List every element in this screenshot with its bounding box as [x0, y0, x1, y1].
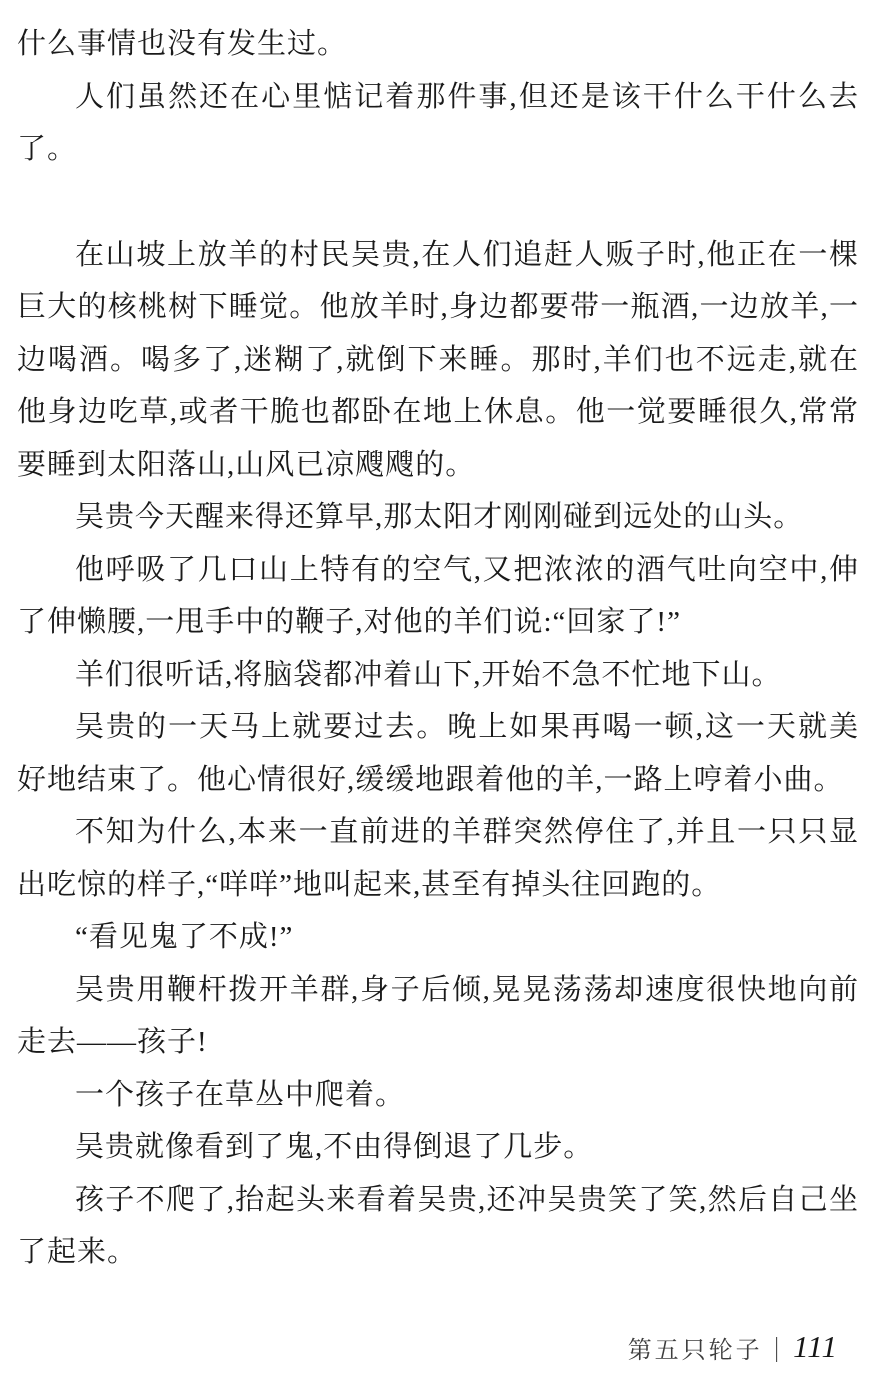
- section-break: [17, 176, 859, 229]
- paragraph: 不知为什么,本来一直前进的羊群突然停住了,并且一只只显出吃惊的样子,“咩咩”地叫起来,甚至有掉头往回跑的。: [17, 816, 859, 901]
- paragraph: 他呼吸了几口山上特有的空气,又把浓浓的酒气吐向空中,伸了伸懒腰,一甩手中的鞭子,对他的羊们说:“回家了!”: [17, 553, 859, 638]
- paragraph: 吴贵用鞭杆拨开羊群,身子后倾,晃晃荡荡却速度很快地向前走去——孩子!: [17, 973, 859, 1058]
- paragraph: 在山坡上放羊的村民吴贵,在人们追赶人贩子时,他正在一棵巨大的核桃树下睡觉。他放羊时,身边都要带一瓶酒,一边放羊,一边喝酒。喝多了,迷糊了,就倒下来睡。那时,羊们也不远走,就在他身边吃草,或者干脆也都卧在地上休息。他一觉要睡很久,常常要睡到太阳落山,山风已凉飕飕的。: [17, 238, 859, 481]
- paragraph: 人们虽然还在心里惦记着那件事,但还是该干什么干什么去了。: [17, 80, 859, 165]
- paragraph: 吴贵就像看到了鬼,不由得倒退了几步。: [75, 1131, 594, 1163]
- page-footer: [628, 1329, 838, 1365]
- paragraph: 孩子不爬了,抬起头来看着吴贵,还冲吴贵笑了笑,然后自己坐了起来。: [17, 1183, 859, 1268]
- paragraph: “看见鬼了不成!”: [75, 921, 294, 953]
- paragraph: 羊们很听话,将脑袋都冲着山下,开始不急不忙地下山。: [75, 658, 782, 691]
- paragraph: 吴贵的一天马上就要过去。晚上如果再喝一顿,这一天就美好地结束了。他心情很好,缓缓地跟着他的羊,一路上哼着小曲。: [17, 711, 859, 796]
- page-number: 111: [793, 1329, 838, 1364]
- paragraph: 什么事情也没有发生过。: [17, 28, 348, 60]
- paragraph: 吴贵今天醒来得还算早,那太阳才刚刚碰到远处的山头。: [75, 501, 804, 533]
- paragraph: 一个孩子在草丛中爬着。: [75, 1078, 406, 1111]
- footer-separator: |: [774, 1331, 779, 1362]
- chapter-title: 第五只轮子: [627, 1337, 763, 1364]
